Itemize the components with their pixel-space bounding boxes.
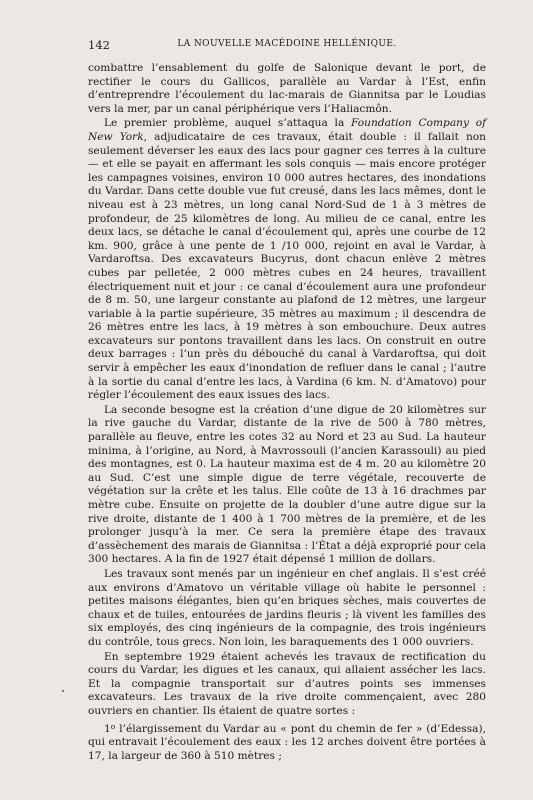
paragraph-5: En septembre 1929 étaient achevés les travaux de rectification du cours du Vardar, les digues et les canaux, qui allaient assécher les lacs. Et la compagnie transportait sur d’autres points ses immenses excavateurs. Les travaux de la rive droite commençaient, avec 280 ouvriers en chantier. Ils étaient de quatre sortes : [88,650,486,717]
body-text [88,62,486,763]
paragraph-2-start: Le premier problème, auquel s’attaqua la [104,117,352,130]
paragraph-6 [88,720,486,764]
list-number-superscript: o [110,721,116,731]
list-item-text: l’élargissement du Vardar au « pont du chemin de fer » (d’Edessa), qui entravait l’écoulement des eaux : les 12 arches doivent être portées à 17, la largeur de 360 à 510 mètres ; [88,722,486,762]
company-name-italic: Foundation Company of New York [88,117,486,143]
page-header [88,38,486,56]
paragraph-4: Les travaux sont menés par un ingénieur en chef anglais. Il s’est créé aux environs d’Amatovo un véritable village où habite le personnel : petites maisons élégantes, bien qu’en briques sèches, mais couvertes de chaux et de tuiles, entourées de jardins fleuris ; là vivent les familles des six employés, des cinq ingénieurs de la compagnie, des trois ingénieurs du contrôle, tous grecs. Non loin, les baraquements des 1 000 ouvriers. [88,567,486,648]
ink-speck [62,690,64,692]
page-number: 142 [88,38,110,52]
list-number: 1 [104,722,111,735]
running-title: LA NOUVELLE MACÉDOINE HELLÉNIQUE. [177,39,397,49]
paragraph-2 [88,117,486,402]
paragraph-1: combattre l’ensablement du golfe de Salonique devant le port, de rectifier le cours du Gallicos, parallèle au Vardar à l’Est, enfin d’entreprendre l’écoulement du lac-marais de Giannitsa par le Loudias vers la mer, par un canal périphérique vers l’Haliacmôn. [88,62,486,115]
paragraph-3: La seconde besogne est la création d’une digue de 20 kilomètres sur la rive gauche du Vardar, distante de la rive de 500 à 780 mètres, parallèle au fleuve, entre les cotes 32 au Nord et 23 au Sud. La hauteur minima, à l’origine, au Nord, à Mavrossouli (l’ancien Karassouli) au pied des montagnes, est 0. La hauteur maxima est de 4 m. 20 au kilomètre 20 au Sud. C’est une simple digue de terre végétale, recouverte de végétation sur la crête et les talus. Elle coûte de 13 à 16 drachmes par mètre cube. Ensuite on projette de la doubler d’une autre digue sur la rive droite, distante de 1 400 à 1 700 mètres de la première, et de les prolonger jusqu’à la mer. Ce sera la première étape des travaux d’assèchement des marais de Giannitsa : l’État a déjà exproprié pour cela 300 hectares. A la fin de 1927 était dépensé 1 million de dollars. [88,403,486,566]
paragraph-2-rest: , adjudicataire de ces travaux, était double : il fallait non seulement déverser les eaux des lacs pour gagner ces terres à la culture — et elle se payait en affermant les sols conquis — mais encore protéger les campagnes voisines, environ 10 000 autres hectares, des inondations du Vardar. Dans cette double vue fut creusé, dans les lacs mêmes, dont le niveau est à 23 mètres, un long canal Nord-Sud de 1 à 3 mètres de profondeur, de 25 kilomètres de long. Au milieu de ce canal, entre les deux lacs, se détache le canal d’écoulement qui, après une courbe de 12 km. 900, grâce à une pente de 1 /10 000, rejoint en aval le Vardar, à Vardaroftsa. Des excavateurs Bucyrus, dont chacun enlève 2 mètres cubes par pelletée, 2 000 mètres cubes en 24 heures, travaillent électriquement nuit et jour : ce canal d’écoulement aura une profondeur de 8 m. 50, une largeur constante au plafond de 12 mètres, une largeur variable à la partie supérieure, 35 mètres au maximum ; il descendra de 26 mètres entre les lacs, à 19 mètres à son embouchure. Deux autres excavateurs sur pontons travaillent dans les lacs. On construit en outre deux barrages : l’un près du débouché du canal à Vardaroftsa, qui doit servir à empêcher les eaux d’inondation de refluer dans le canal ; l’autre à la sortie du canal d’entre les lacs, à Vardina (6 km. N. d’Amatovo) pour régler l’écoulement des eaux issues des lacs. [88,130,486,402]
